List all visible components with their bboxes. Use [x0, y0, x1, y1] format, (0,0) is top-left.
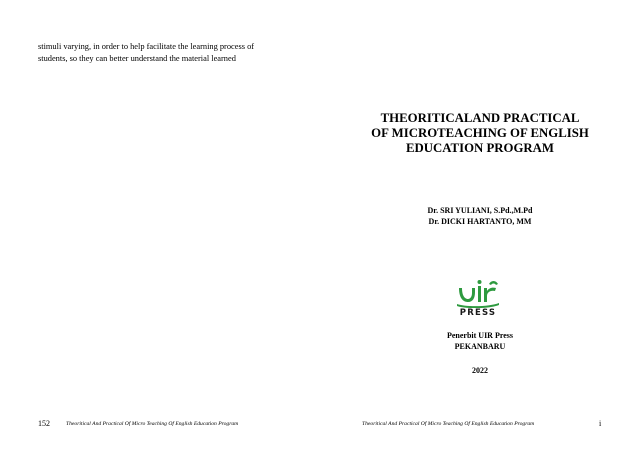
authors [320, 205, 640, 227]
author-name: Dr. DICKI HARTANTO, MM [428, 217, 532, 226]
uir-logo-icon [453, 278, 503, 308]
publisher [320, 330, 640, 352]
book-title [320, 111, 640, 156]
body-line: stimuli varying, in order to help facilitate the learning process of [38, 42, 255, 51]
body-text [38, 41, 293, 65]
title-line: OF MICROTEACHING OF ENGLISH [371, 126, 589, 140]
body-line: students, so they can better understand the material learned [38, 54, 236, 63]
right-running-title: Theoritical And Practical Of Micro Teaching Of English Education Program [362, 421, 535, 427]
right-page-number: i [599, 419, 602, 428]
uir-press-logo [453, 278, 503, 320]
left-running-title: Theoritical And Practical Of Micro Teaching Of English Education Program [66, 421, 239, 427]
title-line: THEORITICALAND PRACTICAL [380, 111, 580, 125]
title-line: EDUCATION PROGRAM [406, 141, 554, 155]
publication-year: 2022 [472, 366, 488, 375]
publisher-city: PEKANBARU [454, 342, 506, 351]
author-name: Dr. SRI YULIANI, S.Pd.,M.Pd [427, 206, 533, 215]
left-page-number: 152 [38, 419, 50, 428]
right-page [320, 0, 640, 454]
logo-press-text: PRESS [459, 308, 497, 318]
publisher-name: Penerbit UIR Press [446, 331, 514, 340]
